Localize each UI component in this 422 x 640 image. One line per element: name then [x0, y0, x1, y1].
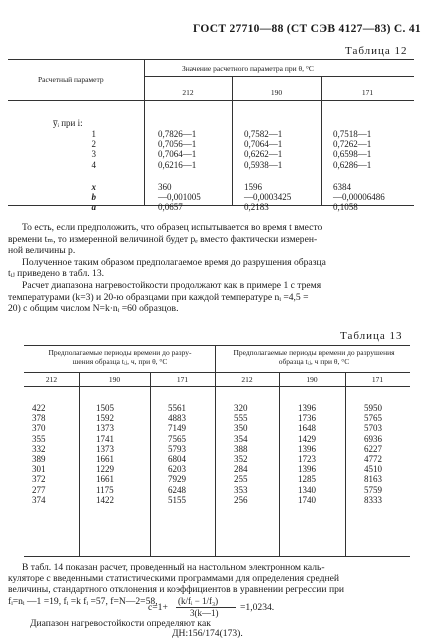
table-12-value-header: Значение расчетного параметра при θ, °С: [182, 64, 314, 73]
paragraph-line: куляторе с введенными статистическими программами для определения средней: [8, 573, 339, 585]
table-12-params-171: 6384 —0,00006486 0,1058: [333, 182, 385, 213]
table-13-caption: Таблица 13: [340, 330, 403, 342]
table-13-temp: 212: [241, 375, 253, 384]
table-12-caption: Таблица 12: [345, 45, 408, 57]
table-13-col-3: 5561 4883 7149 7565 5793 6804 6203 7929 6248 5155: [168, 403, 186, 505]
table-13-right-header: Предполагаемые периоды времени до разрушения образца tᵢⱼ, ч при θ, °С: [233, 348, 395, 366]
formula-prefix: c=1+: [148, 602, 168, 613]
table-12-param-names: x b a: [91, 182, 96, 213]
table-13-temp: 212: [45, 375, 58, 384]
paragraph-line: tᵢⱼ приведено в табл. 13.: [8, 268, 105, 280]
table-12-col-212: 0,7826—1 0,7056—1 0,7064—1 0,6216—1: [158, 129, 197, 170]
table-12-row-label: y̅ᵢ при i:: [53, 118, 83, 128]
paragraph-line: времени tₘ, то измеренной величиной будет pₑ вместо фактически измерен-: [8, 233, 318, 245]
table-13-temp: 171: [176, 375, 189, 384]
table-13-col-1: 422 378 370 355 332 389 301 372 277 374: [32, 403, 46, 505]
table-12-param-header: Расчетный параметр: [38, 75, 104, 84]
formula-denominator: 3(k—1): [190, 608, 219, 618]
paragraph-line: ной величины p.: [8, 245, 76, 257]
conclusion-line: Диапазон нагревостойкости определяют как: [30, 618, 211, 629]
table-12-temp-212: 212: [182, 88, 194, 97]
table-12-col-190: 0,7582—1 0,7064—1 0,6262—1 0,5938—1: [244, 129, 283, 170]
paragraph-line: Расчет диапазона нагревостойкости продолжают как в примере 1 с тремя: [22, 279, 322, 291]
table-13-col-6: 5950 5765 5703 6936 6227 4772 4510 8163 5759 8333: [364, 403, 382, 505]
table-12-temp-190: 190: [270, 88, 283, 97]
formula-numerator: (k/fᵢ − 1/f₃): [178, 596, 219, 606]
table-13-temp: 171: [371, 375, 384, 384]
table-13-col-2: 1505 1592 1373 1741 1373 1661 1229 1661 1175 1422: [96, 403, 114, 505]
paragraph-line: температурами (k=3) и 20-ю образцами при каждой температуре nᵢ =4,5 =: [8, 291, 309, 303]
formula-result: =1,0234.: [240, 602, 275, 613]
paragraph-line: То есть, если предположить, что образец испытывается во время t вместо: [22, 222, 323, 233]
table-13-temp: 190: [306, 375, 318, 384]
page-header: ГОСТ 27710—88 (СТ СЭВ 4127—83) С. 41: [193, 23, 421, 35]
paragraph-line: 20) с общим числом N=k·nᵢ =60 образцов.: [8, 303, 179, 315]
paragraph-line: fᵢ=nᵢ —1 =19, fᵢ =k fᵢ =57, f=N—2=58,: [8, 595, 158, 607]
conclusion-line: ДН:156/174(173).: [172, 628, 243, 639]
table-13-col-4: 320 555 350 354 388 352 284 255 353 256: [234, 403, 248, 505]
table-12-indices: 1 2 3 4: [91, 129, 96, 170]
table-12-params-190: 1596 —0,0003425 0,2183: [244, 182, 292, 213]
table-13-col-5: 1396 1736 1648 1429 1396 1723 1396 1285 1340 1740: [298, 403, 316, 505]
table-12-temp-171: 171: [361, 88, 374, 97]
table-13-temp: 190: [108, 375, 121, 384]
paragraph-line: Полученное таким образом предполагаемое время до разрушения образца: [22, 256, 326, 268]
table-12-col-171: 0,7518—1 0,7262—1 0,6598—1 0,6286—1: [333, 129, 372, 170]
paragraph-line: величины, стандартного отклонения и коэффициентов в уравнении регрессии при: [8, 584, 345, 596]
body-text: [8, 222, 416, 315]
paragraph-line: В табл. 14 показан расчет, проведенный на настольном электронном каль-: [22, 562, 325, 573]
table-12-params-212: 360 —0,001005 0,0657: [158, 182, 201, 213]
table-13-left-header: Предполагаемые периоды времени до разру- шения образца tᵢⱼ, ч, при θ, °С: [48, 348, 192, 366]
